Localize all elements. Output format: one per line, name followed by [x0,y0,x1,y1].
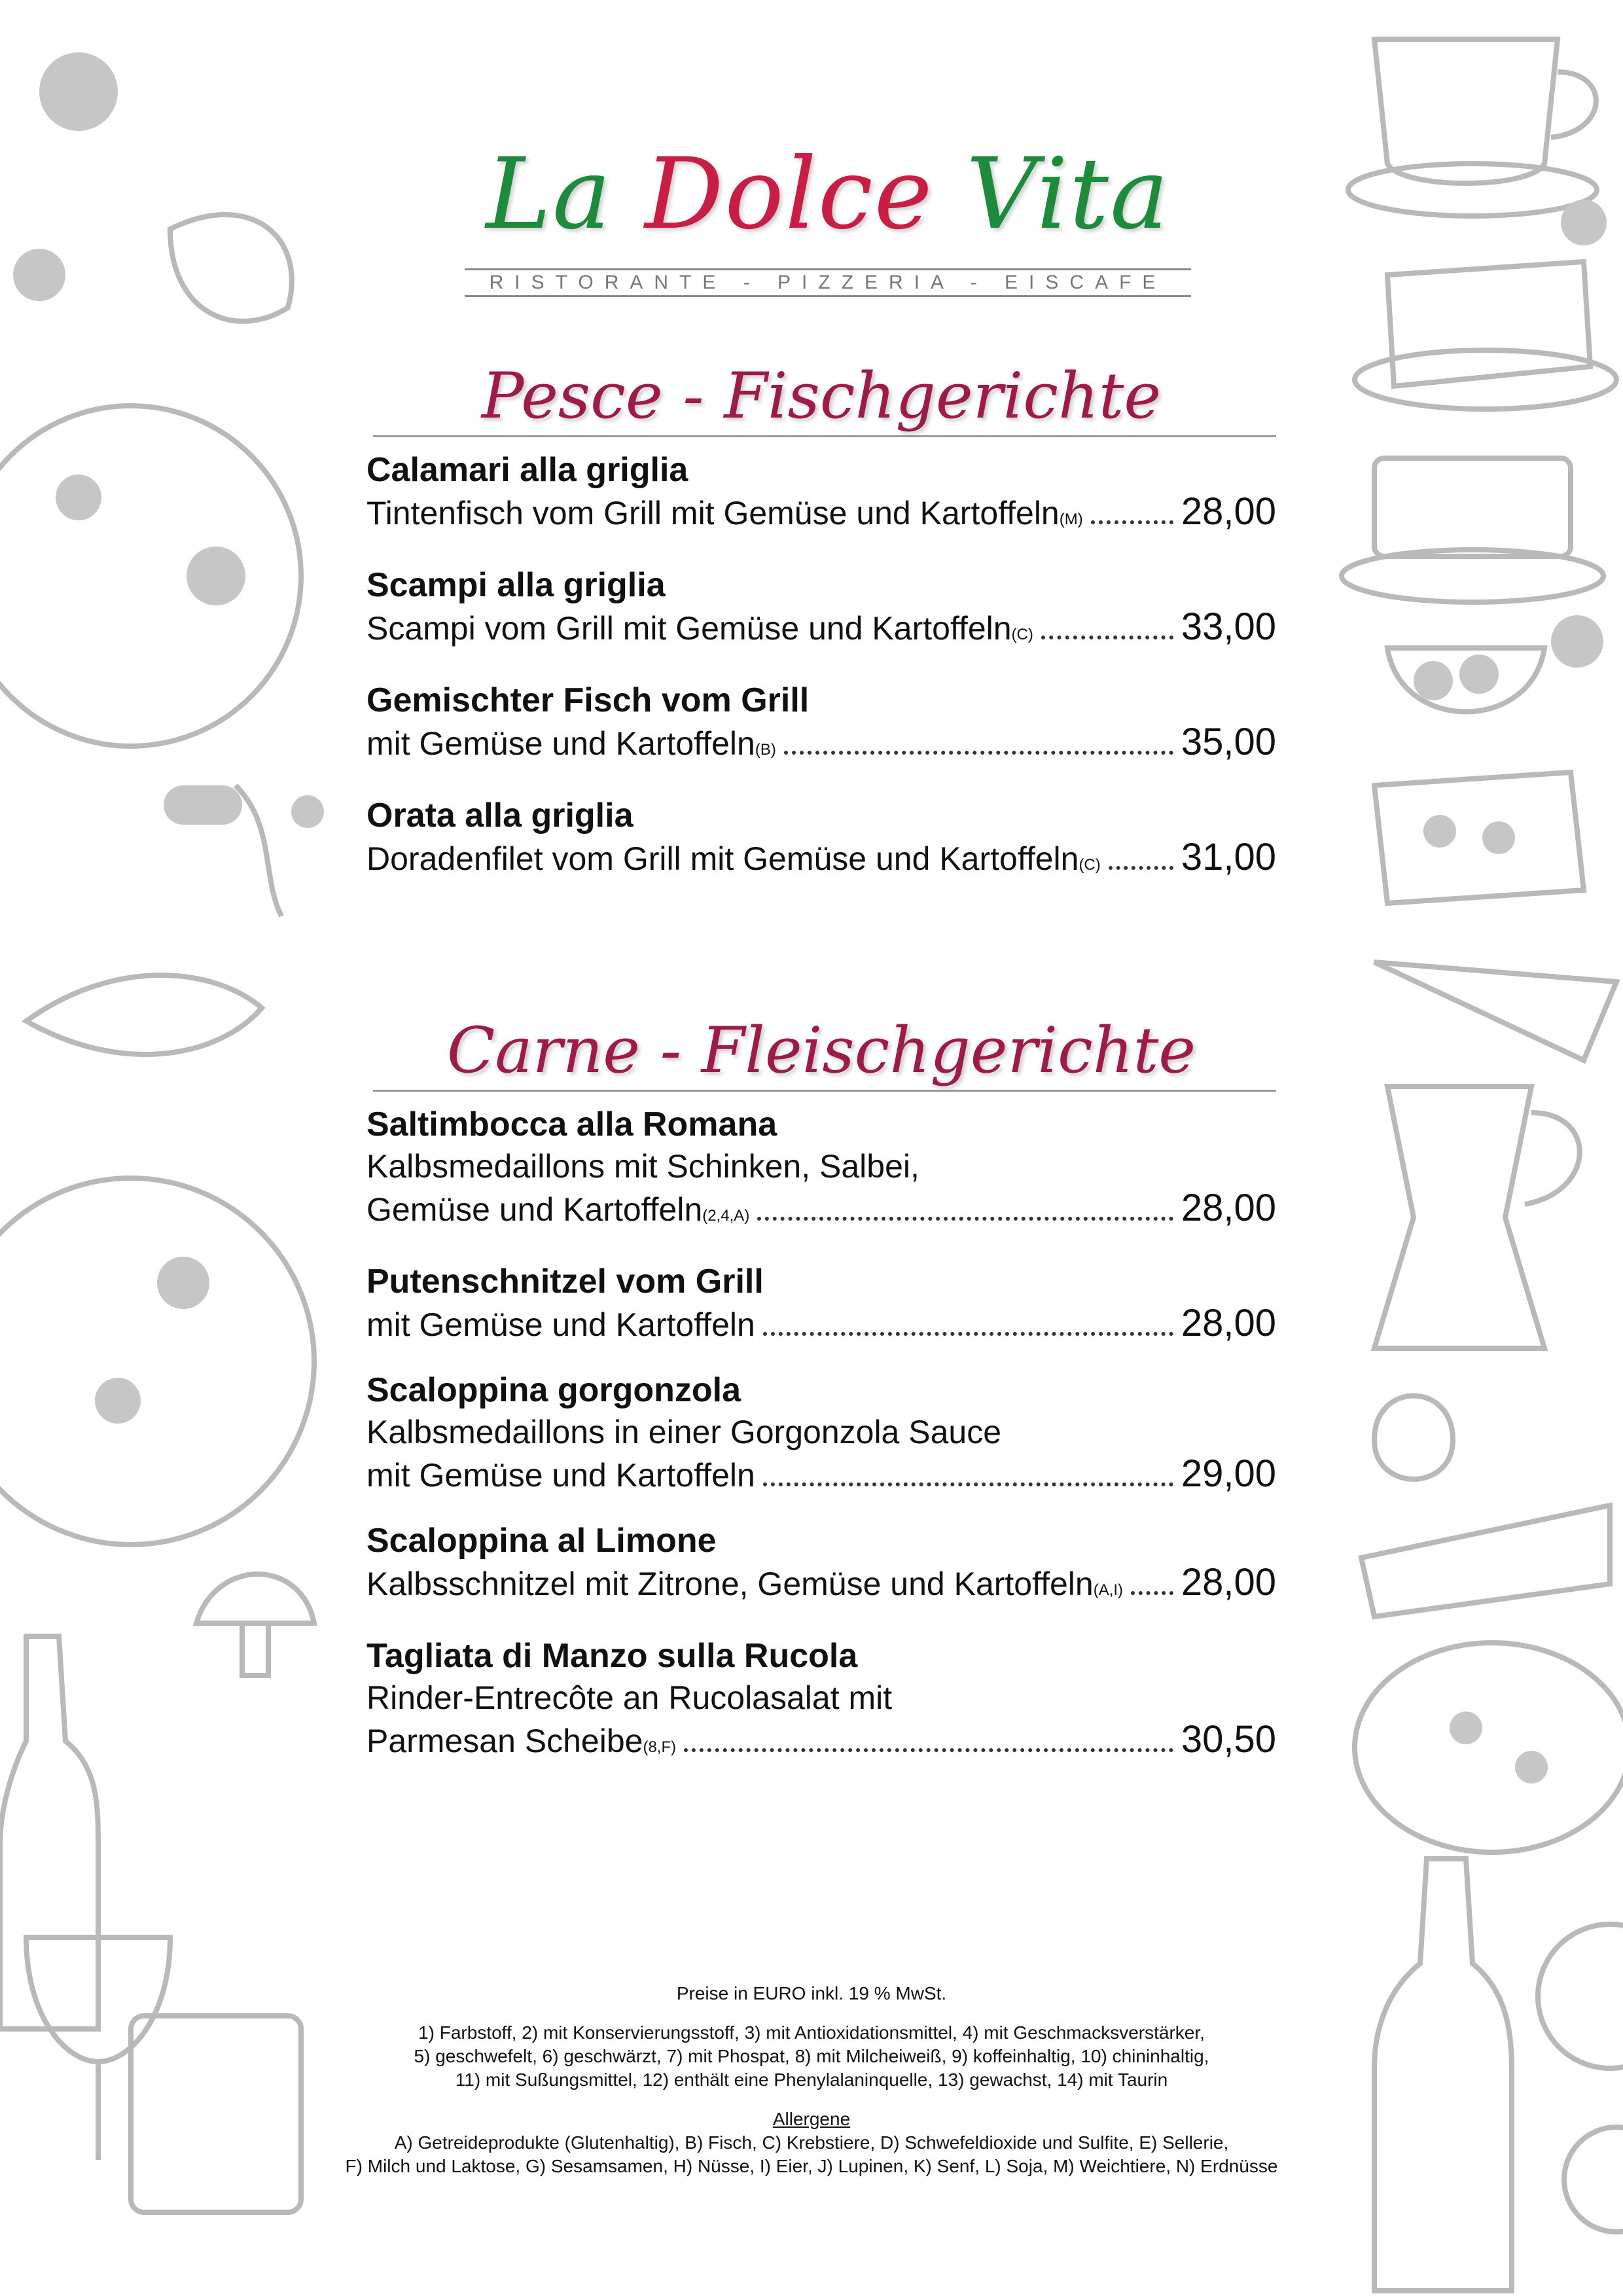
food-sketch-decoration-left [0,0,327,2296]
additives-line: 11) mit Sußungsmittel, 12) enthält eine Phenylalaninquelle, 13) gewachst, 14) mit Taurin [455,2070,1168,2090]
menu-item-description: Scampi vom Grill mit Gemüse und Kartoffeln [366,610,1012,647]
dot-leader [763,1332,1173,1336]
dot-leader [1091,520,1173,524]
menu-item-description: mit Gemüse und Kartoffeln [366,1306,755,1343]
waffle-icon [1374,458,1571,556]
menu-item-description: mit Gemüse und Kartoffeln [366,725,755,762]
dot-leader [784,751,1173,755]
allergen-code: (B) [755,741,776,759]
menu-item-name: Gemischter Fisch vom Grill [366,681,810,719]
menu-item [366,1103,1276,1237]
menu-item-name: Calamari alla griglia [366,451,688,489]
section-divider [373,1090,1276,1092]
moka-pot-icon [1374,1086,1580,1348]
allergen-heading: Allergene [772,2109,851,2129]
menu-item [366,449,1276,541]
menu-item-price-line [366,1453,1276,1496]
logo-title-dolce: Dolce [645,137,967,251]
bowl-icon [1564,2127,1623,2232]
logo-subtitle: RISTORANTE - PIZZERIA - EISCAFE [465,268,1191,297]
dot-leader [1109,866,1173,870]
menu-item-price-line [366,1302,1276,1346]
menu-item-price: 33,00 [1181,605,1276,648]
menu-item-price: 29,00 [1181,1452,1276,1495]
section-fish [366,357,1276,910]
menu-item [366,1261,1276,1346]
menu-item-description: Kalbsmedaillons mit Schinken, Salbei, [366,1148,919,1185]
menu-item [366,1369,1276,1496]
dot-leader [1131,1591,1173,1595]
menu-item-name: Putenschnitzel vom Grill [366,1263,764,1300]
pasta-plate-icon [0,1178,314,1545]
allergen-code: (M) [1059,511,1083,528]
additives-line: 5) geschwefelt, 6) geschwärzt, 7) mit Phospat, 8) mit Milcheiweiß, 9) koffeinhaltig, 10) chininhaltig, [414,2046,1209,2066]
menu-item [366,795,1276,886]
menu-item [366,1635,1276,1768]
menu-item-price: 31,00 [1181,836,1276,878]
mushroom-icon [196,1574,314,1676]
menu-item [366,679,1276,771]
menu-item-price: 28,00 [1181,1302,1276,1344]
menu-item-price-line [366,1187,1276,1237]
menu-item-price-line [366,1719,1276,1768]
pizza-icon [1355,1643,1623,1852]
bottle-icon [1374,1859,1512,2291]
allergen-code: (A,I) [1093,1581,1124,1599]
section-title-fish: Pesce - Fischgerichte [481,359,1162,433]
allergen-code: (C) [1011,626,1033,643]
dot-leader [763,1482,1173,1486]
menu-item-price-line [366,606,1276,656]
mussels-plate-icon [0,406,301,746]
menu-item-description: Rinder-Entrecôte an Rucolasalat mit [366,1679,893,1716]
allergen-code: (8,F) [643,1738,677,1756]
wine-bottle-icon [0,1636,98,2029]
pizza-slice-2-icon [1361,1505,1610,1617]
herb-icon [236,785,281,916]
menu-item-description: mit Gemüse und Kartoffeln [366,1457,755,1494]
bruschetta-icon [1374,772,1584,903]
menu-item-price: 28,00 [1181,1561,1276,1604]
menu-item-price-line [366,1562,1276,1611]
dot-leader [684,1748,1173,1752]
menu-item-price: 28,00 [1181,1187,1276,1229]
restaurant-logo [458,131,1198,301]
footer-legend [308,1982,1315,2178]
menu-item-price: 35,00 [1181,721,1276,763]
menu-item-description: Tintenfisch vom Grill mit Gemüse und Kartoffeln [366,495,1060,531]
menu-item-name: Tagliata di Manzo sulla Rucola [366,1637,858,1675]
logo-title-la: La [486,137,645,251]
menu-item-name: Scaloppina al Limone [366,1522,717,1560]
allergens-line: F) Milch und Laktose, G) Sesamsamen, H) Nüsse, I) Eier, J) Lupinen, K) Senf, L) Soja, M) Weichtiere, N) Erdnüsse [345,2156,1278,2176]
allergens-line: A) Getreideprodukte (Glutenhaltig), B) Fisch, C) Krebstiere, D) Schwefeldioxide und Sulfite, E) Sellerie, [394,2132,1229,2153]
spacer [308,2092,1315,2108]
prices-note: Preise in EURO inkl. 19 % MwSt. [676,1983,947,2003]
allergen-code: (C) [1079,856,1101,874]
section-divider [373,435,1276,437]
cheese-icon [131,2016,301,2212]
menu-item-price: 28,00 [1181,490,1276,533]
section-title-meat: Carne - Fleischgerichte [446,1014,1196,1087]
allergen-code: (2,4,A) [702,1207,750,1225]
menu-item-description: Kalbsschnitzel mit Zitrone, Gemüse und Kartoffeln [366,1566,1094,1602]
pizza-slice-icon [1374,962,1616,1060]
menu-item-name: Saltimbocca alla Romana [366,1105,777,1143]
menu-item [366,564,1276,656]
menu-item-price-line [366,721,1276,771]
fish-icon [26,975,262,1054]
menu-item-name: Scampi alla griglia [366,566,666,604]
cake-slice-icon [1387,262,1590,386]
food-sketch-decoration-right [1335,0,1623,2296]
menu-item-price: 30,50 [1181,1718,1276,1761]
dot-leader [757,1217,1173,1221]
menu-item-price-line [366,491,1276,541]
menu-item [366,1520,1276,1611]
logo-title-vita: Vita [966,137,1170,251]
logo-title [458,137,1198,251]
menu-item-name: Scaloppina gorgonzola [366,1371,741,1409]
vegetables-icon [1374,1396,1453,1480]
oyster-icon [170,215,292,321]
menu-item-description: Gemüse und Kartoffeln [366,1191,703,1228]
plate-icon [1538,1924,1623,2068]
section-meat [366,1011,1276,1792]
menu-item-price-line [366,836,1276,886]
additives-line: 1) Farbstoff, 2) mit Konservierungsstoff, 3) mit Antioxidationsmittel, 4) mit Geschmacksverstärker, [418,2022,1205,2043]
menu-item-description: Parmesan Scheibe [366,1723,643,1759]
spacer [308,2005,1315,2021]
dot-leader [1041,636,1173,639]
menu-item-description: Kalbsmedaillons in einer Gorgonzola Sauce [366,1414,1002,1450]
menu-item-name: Orata alla griglia [366,797,633,834]
menu-item-description: Doradenfilet vom Grill mit Gemüse und Kartoffeln [366,840,1079,877]
